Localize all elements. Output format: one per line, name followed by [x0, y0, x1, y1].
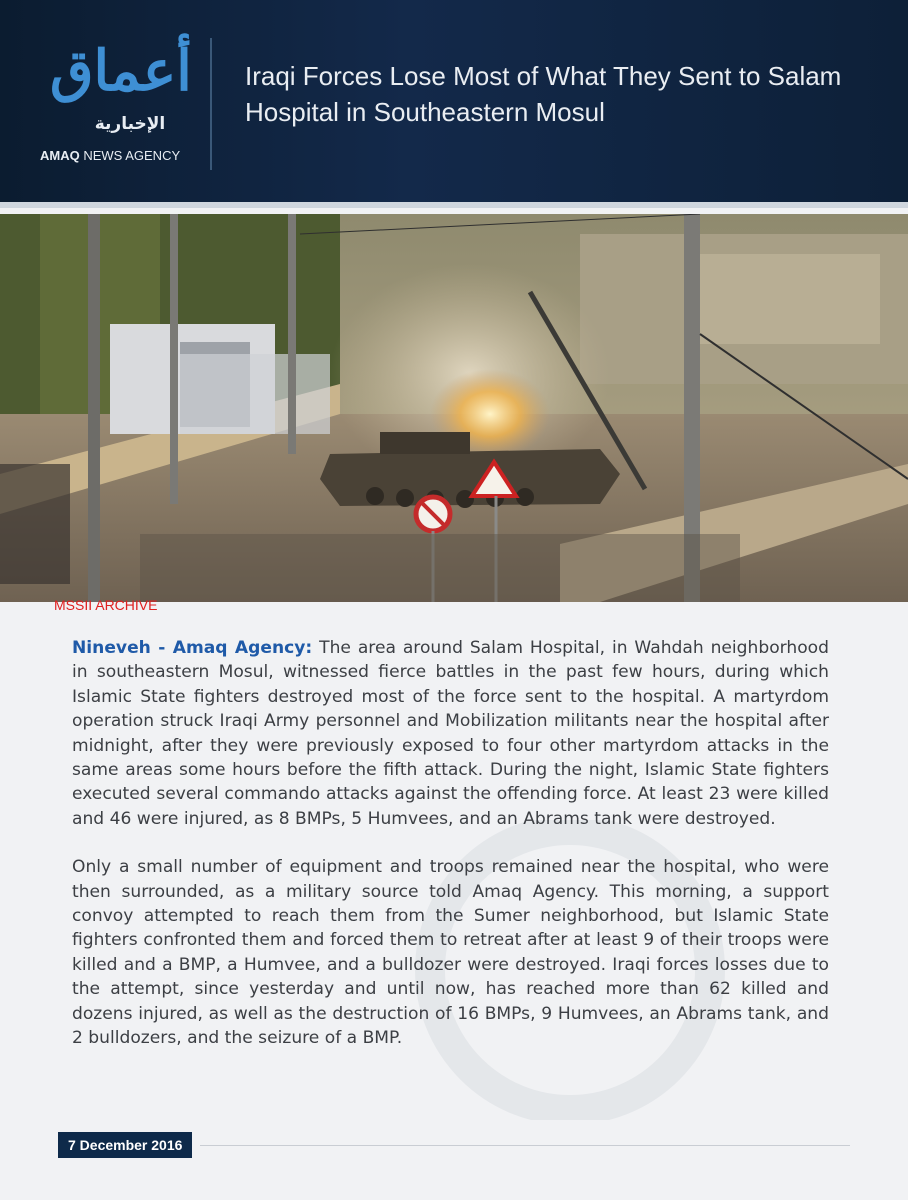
article-photo — [0, 214, 908, 602]
date-badge: 7 December 2016 — [58, 1132, 192, 1158]
photo-scene — [0, 214, 908, 602]
article-paragraph-2: Only a small number of equipment and troops remained near the hospital, who were then surrounded, as a military source told Amaq Agency. This morning, a support convoy attempted to reach them from the Sumer neighborhood, but Islamic State fighters confronted them and forced them to retreat after at least 9 of their troops were killed and a BMP, a Humvee, and a bulldozer were destroyed. Iraqi forces losses due to the attempt, since yesterday and until now, has reached more than 62 killed and dozens injured, as well as the destruction of 16 BMPs, 9 Humvees, an Abrams tank, and 2 bulldozers, and the seizure of a BMP. — [72, 857, 829, 1049]
page-title: Iraqi Forces Lose Most of What They Sent to Salam Hospital in Southeastern Mosul — [245, 61, 842, 127]
article-paragraph-1 — [72, 636, 829, 831]
archive-watermark: MSSII ARCHIVE — [54, 597, 158, 613]
logo-arabic-subtext: الإخبارية — [94, 114, 166, 134]
article-body — [72, 636, 829, 1075]
paragraph-1-text: The area around Salam Hospital, in Wahdah neighborhood in southeastern Mosul, witnessed fierce battles in the past few hours, during which Islamic State fighters destroyed most of the force sent to the hospital. A martyrdom operation struck Iraqi Army personnel and Mobilization militants near the hospital after midnight, after they were previously exposed to four other martyrdom attacks in the same areas some hours before the fifth attack. During the night, Islamic State fighters executed several commando attacks against the offending force. At least 23 were killed and 46 were injured, as 8 BMPs, 5 Humvees, and an Abrams tank were destroyed. — [72, 638, 829, 829]
header-banner — [0, 0, 908, 208]
header-divider — [210, 38, 212, 170]
amaq-logo — [40, 26, 200, 176]
logo-caption-rest: NEWS AGENCY — [79, 148, 181, 163]
dateline: Nineveh - Amaq Agency: — [72, 638, 313, 658]
logo-caption — [40, 148, 200, 163]
logo-caption-bold: AMAQ — [40, 148, 80, 163]
logo-arabic-text: أعماق — [50, 38, 192, 104]
date-rule — [200, 1145, 850, 1146]
